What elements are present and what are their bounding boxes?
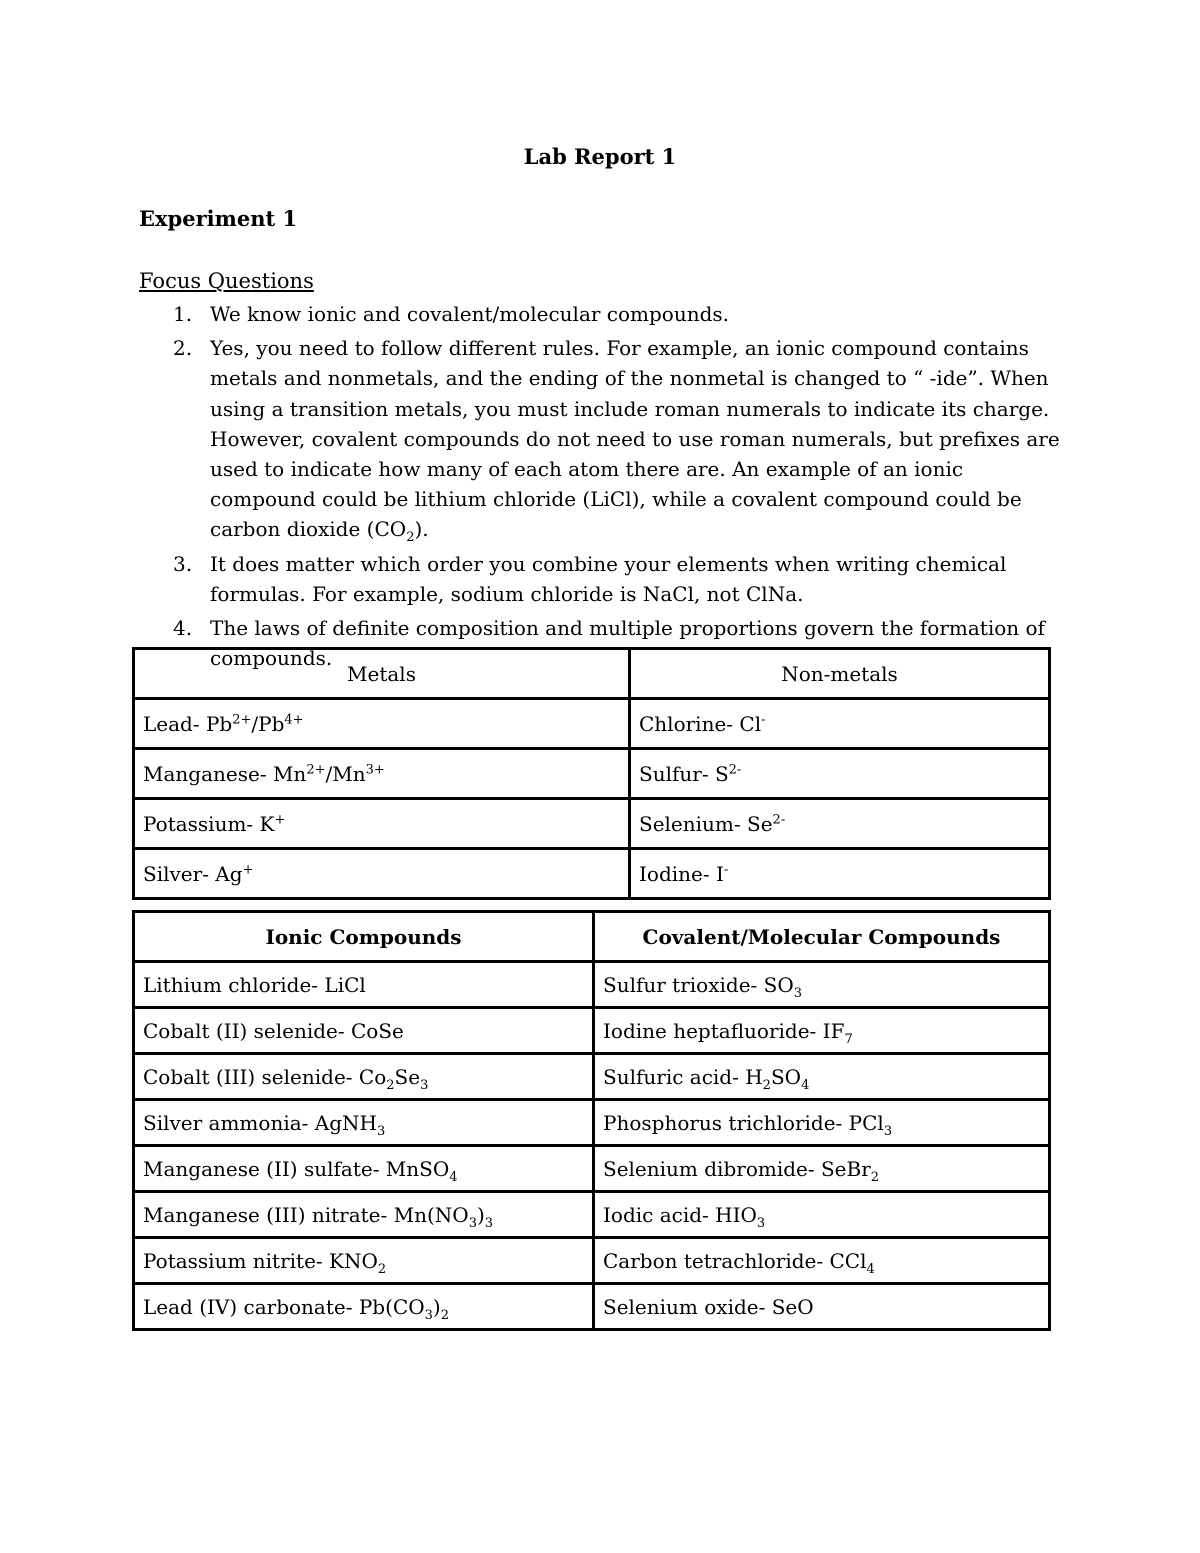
question-text: It does matter which order you combine your elements when writing chemical formulas. For example, sodium chloride is NaCl, not ClNa. bbox=[210, 551, 1007, 606]
subscript: 4 bbox=[801, 1077, 810, 1093]
formula-text: Cobalt (III) selenide- Co bbox=[143, 1064, 387, 1089]
ionic-compound-cell bbox=[134, 1008, 594, 1054]
metal-cell: Lead- $Pb^{2+}/Pb^{4+}$ bbox=[134, 699, 630, 749]
table-row bbox=[134, 1054, 1050, 1100]
ionic-compound-cell bbox=[134, 1192, 594, 1238]
covalent-compound-cell bbox=[594, 1100, 1050, 1146]
formula-text: Sulfur trioxide- SO bbox=[603, 972, 794, 997]
experiment-heading: Experiment 1 bbox=[139, 206, 298, 231]
subscript: 3 bbox=[420, 1077, 429, 1093]
subscript: 2 bbox=[386, 1077, 395, 1093]
covalent-compound-cell bbox=[594, 1008, 1050, 1054]
subscript: 2 bbox=[870, 1169, 880, 1185]
table-row bbox=[134, 749, 1050, 799]
subscript: 3 bbox=[468, 1215, 477, 1231]
formula-text: Sulfuric acid- H bbox=[603, 1064, 763, 1089]
list-item bbox=[139, 299, 1069, 329]
covalent-compound-cell bbox=[594, 1146, 1050, 1192]
ionic-compound-cell bbox=[134, 1054, 594, 1100]
table-row bbox=[134, 699, 1050, 749]
covalent-compound-cell bbox=[594, 962, 1050, 1008]
table-row bbox=[134, 799, 1050, 849]
table-row bbox=[134, 1146, 1050, 1192]
formula-text: Carbon tetrachloride- CCl bbox=[603, 1248, 867, 1273]
formula-text: SO bbox=[770, 1064, 802, 1089]
question-text: We know ionic and covalent/molecular compounds. bbox=[210, 302, 730, 326]
list-item bbox=[139, 333, 1069, 544]
compounds-table bbox=[132, 910, 1051, 1331]
subscript: 2 bbox=[406, 530, 415, 546]
header-ionic-compounds: Ionic Compounds bbox=[134, 912, 594, 962]
compound-rows bbox=[134, 962, 1050, 1330]
ionic-compound-cell bbox=[134, 962, 594, 1008]
list-number: 4. bbox=[173, 616, 193, 641]
question-text-part: ). bbox=[414, 517, 429, 542]
covalent-compound-cell bbox=[594, 1192, 1050, 1238]
table-row bbox=[134, 1284, 1050, 1330]
covalent-compound-cell bbox=[594, 1284, 1050, 1330]
focus-questions-list bbox=[139, 299, 1069, 677]
header-metals: Metals bbox=[134, 649, 630, 699]
nonmetal-cell: Iodine- I- bbox=[630, 849, 1050, 899]
formula-text: Se bbox=[394, 1064, 421, 1089]
formula-text: Lithium chloride- LiCl bbox=[143, 972, 366, 997]
question-text: The laws of definite composition and multiple proportions govern the formation of compounds. bbox=[210, 616, 1045, 671]
question-text-part: Yes, you need to follow different rules. For example, an ionic compound contains metals and nonmetals, and the ending of the nonmetal is changed to “ -ide”. When using a transition metals, you must include roman numerals to indicate its charge. However, covalent compounds do not need to use roman numerals, but prefixes are used to indicate how many of each atom there are. An example of an ionic compound could be lithium chloride (LiCl), while a covalent compound could be carbon dioxide (CO bbox=[210, 336, 1060, 542]
formula-text: Selenium dibromide- SeBr bbox=[603, 1156, 871, 1181]
ionic-compound-cell bbox=[134, 1146, 594, 1192]
formula-text: Manganese (III) nitrate- Mn(NO bbox=[143, 1202, 469, 1227]
table-row bbox=[134, 1192, 1050, 1238]
question-text bbox=[210, 336, 1060, 546]
metal-cell: Silver- Ag+ bbox=[134, 849, 630, 899]
subscript: 2 bbox=[377, 1261, 387, 1277]
ionic-compound-cell bbox=[134, 1284, 594, 1330]
page-title: Lab Report 1 bbox=[523, 144, 677, 169]
table-header-row bbox=[134, 649, 1050, 699]
subscript: 7 bbox=[844, 1031, 853, 1047]
ions-table bbox=[132, 647, 1051, 900]
formula-text: Manganese (II) sulfate- MnSO bbox=[143, 1156, 450, 1181]
header-covalent-compounds: Covalent/Molecular Compounds bbox=[594, 912, 1050, 962]
formula-text: ) bbox=[476, 1202, 485, 1227]
subscript: 3 bbox=[793, 985, 803, 1001]
subscript: 4 bbox=[866, 1261, 875, 1277]
list-number: 1. bbox=[173, 302, 193, 326]
table-row bbox=[134, 849, 1050, 899]
formula-text: Iodine heptafluoride- IF bbox=[603, 1018, 845, 1043]
ionic-compound-cell bbox=[134, 1238, 594, 1284]
formula-text: Silver ammonia- AgNH bbox=[143, 1110, 377, 1135]
formula-text: Lead (IV) carbonate- Pb(CO bbox=[143, 1294, 425, 1319]
covalent-compound-cell bbox=[594, 1054, 1050, 1100]
metal-cell: Potassium- K+ bbox=[134, 799, 630, 849]
formula-text: Cobalt (II) selenide- CoSe bbox=[143, 1018, 404, 1043]
nonmetal-cell: Selenium- $Se^{2-}$ bbox=[630, 799, 1050, 849]
table-row bbox=[134, 962, 1050, 1008]
metal-cell: Manganese- $Mn^{2+}/Mn^{3+}$ bbox=[134, 749, 630, 799]
focus-questions-heading: Focus Questions bbox=[139, 269, 314, 293]
subscript: 3 bbox=[376, 1123, 386, 1139]
formula-text: Selenium oxide- SeO bbox=[603, 1294, 814, 1319]
header-nonmetals: Non-metals bbox=[630, 649, 1050, 699]
table-row bbox=[134, 1238, 1050, 1284]
nonmetal-cell: Chlorine- Cl- bbox=[630, 699, 1050, 749]
table-header-row bbox=[134, 912, 1050, 962]
table-row bbox=[134, 1008, 1050, 1054]
formula-text: ) bbox=[432, 1294, 441, 1319]
ionic-compound-cell bbox=[134, 1100, 594, 1146]
table-row bbox=[134, 1100, 1050, 1146]
nonmetal-cell: Sulfur- $S^{2-}$ bbox=[630, 749, 1050, 799]
subscript: 2 bbox=[762, 1077, 771, 1093]
subscript: 3 bbox=[424, 1307, 433, 1323]
subscript: 3 bbox=[756, 1215, 766, 1231]
subscript: 4 bbox=[449, 1169, 458, 1185]
subscript: 2 bbox=[440, 1307, 449, 1323]
list-item bbox=[139, 549, 1069, 609]
list-number: 2. bbox=[173, 336, 193, 361]
formula-text: Phosphorus trichloride- PCl bbox=[603, 1110, 884, 1135]
covalent-compound-cell bbox=[594, 1238, 1050, 1284]
formula-text: Potassium nitrite- KNO bbox=[143, 1248, 378, 1273]
formula-text: Iodic acid- HIO bbox=[603, 1202, 757, 1227]
subscript: 3 bbox=[883, 1123, 893, 1139]
subscript: 3 bbox=[484, 1215, 494, 1231]
list-number: 3. bbox=[173, 551, 193, 576]
